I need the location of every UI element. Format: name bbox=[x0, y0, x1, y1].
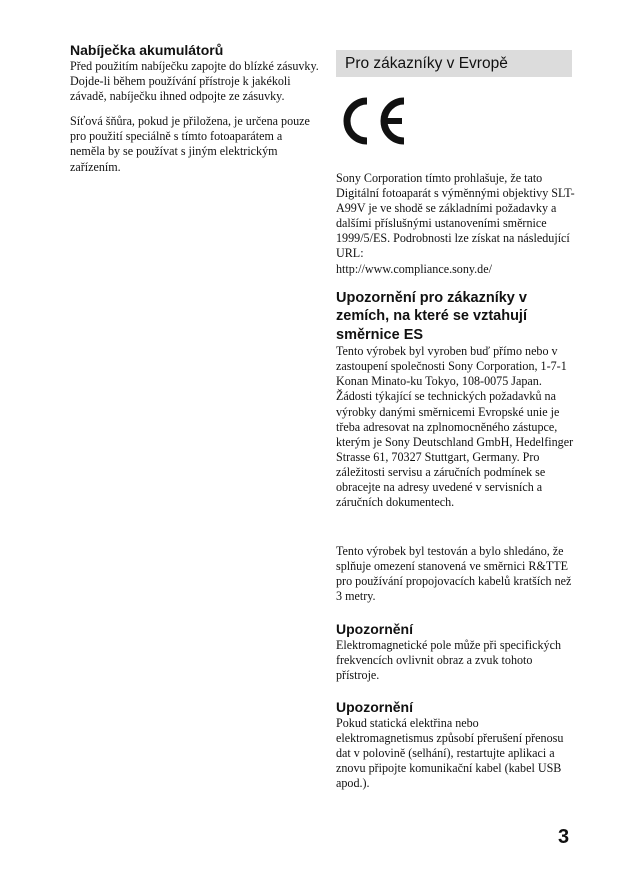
warning-heading-1: Upozornění bbox=[336, 620, 413, 637]
eu-customers-heading: Upozornění pro zákazníky v zemích, na které se vztahují směrnice ES bbox=[336, 289, 527, 343]
charger-paragraph: Před použitím nabíječku zapojte do blízké zásuvky. Dojde-li během používání přístroje k jakékoli závadě, nabíječku ihned odpojte ze zásuvky. bbox=[70, 59, 319, 104]
compliance-url: http://www.compliance.sony.de/ bbox=[336, 261, 492, 276]
eu-paragraph: Tento výrobek byl vyroben buď přímo nebo v zastoupení společnosti Sony Corporation, 1-7-1 Konan Minato-ku Tokyo, 108-0075 Japan. Žádosti týkající se technických požadavků na výrobky danými směrnicemi Evropské unie je třeba adresovat na zplnomocněného zástupce, kterým je Sony Deutschland GmbH, Hedelfinger Strasse 61, 70327 Stuttgart, Germany. Pro záležitosti servisu a záručních podmínek se obracejte na adresy uvedené v servisních a záručních dokumentech. bbox=[336, 344, 574, 510]
left-column bbox=[70, 42, 320, 175]
page-number: 3 bbox=[558, 826, 570, 848]
battery-charger-heading: Nabíječka akumulátorů bbox=[70, 42, 224, 58]
right-column bbox=[336, 50, 576, 791]
power-cord-paragraph: Síťová šňůra, pokud je přiložena, je určena pouze pro použití speciálně s tímto fotoaparátem a neměla by se používat s jiným elektrickým zařízením. bbox=[70, 114, 310, 174]
warning-heading-2: Upozornění bbox=[336, 698, 413, 715]
declaration-text: Sony Corporation tímto prohlašuje, že tato Digitální fotoaparát s výměnnými objektivy SLT-A99V je ve shodě se základními požadavky a dalšími příslušnými ustanoveními směrnice 1999/5/ES. Podrobnosti lze získat na následující URL: bbox=[336, 171, 575, 261]
warning-paragraph-1: Elektromagnetické pole může při specifických frekvencích ovlivnit obraz a zvuk tohoto přístroje. bbox=[336, 637, 561, 682]
warning-paragraph-2: Pokud statická elektřina nebo elektromagnetismus způsobí přerušení přenosu dat v polovině (selhání), restartujte aplikaci a znovu připojte komunikační kabel (kabel USB apod.). bbox=[336, 715, 564, 791]
tested-paragraph: Tento výrobek byl testován a bylo shledáno, že splňuje omezení stanovená ve směrnici R&TTE pro používání propojovacích kabelů kratších než 3 metry. bbox=[336, 544, 572, 604]
declaration-paragraph bbox=[336, 171, 576, 277]
europe-customers-banner: Pro zákazníky v Evropě bbox=[336, 50, 572, 77]
ce-mark-icon bbox=[338, 95, 408, 147]
